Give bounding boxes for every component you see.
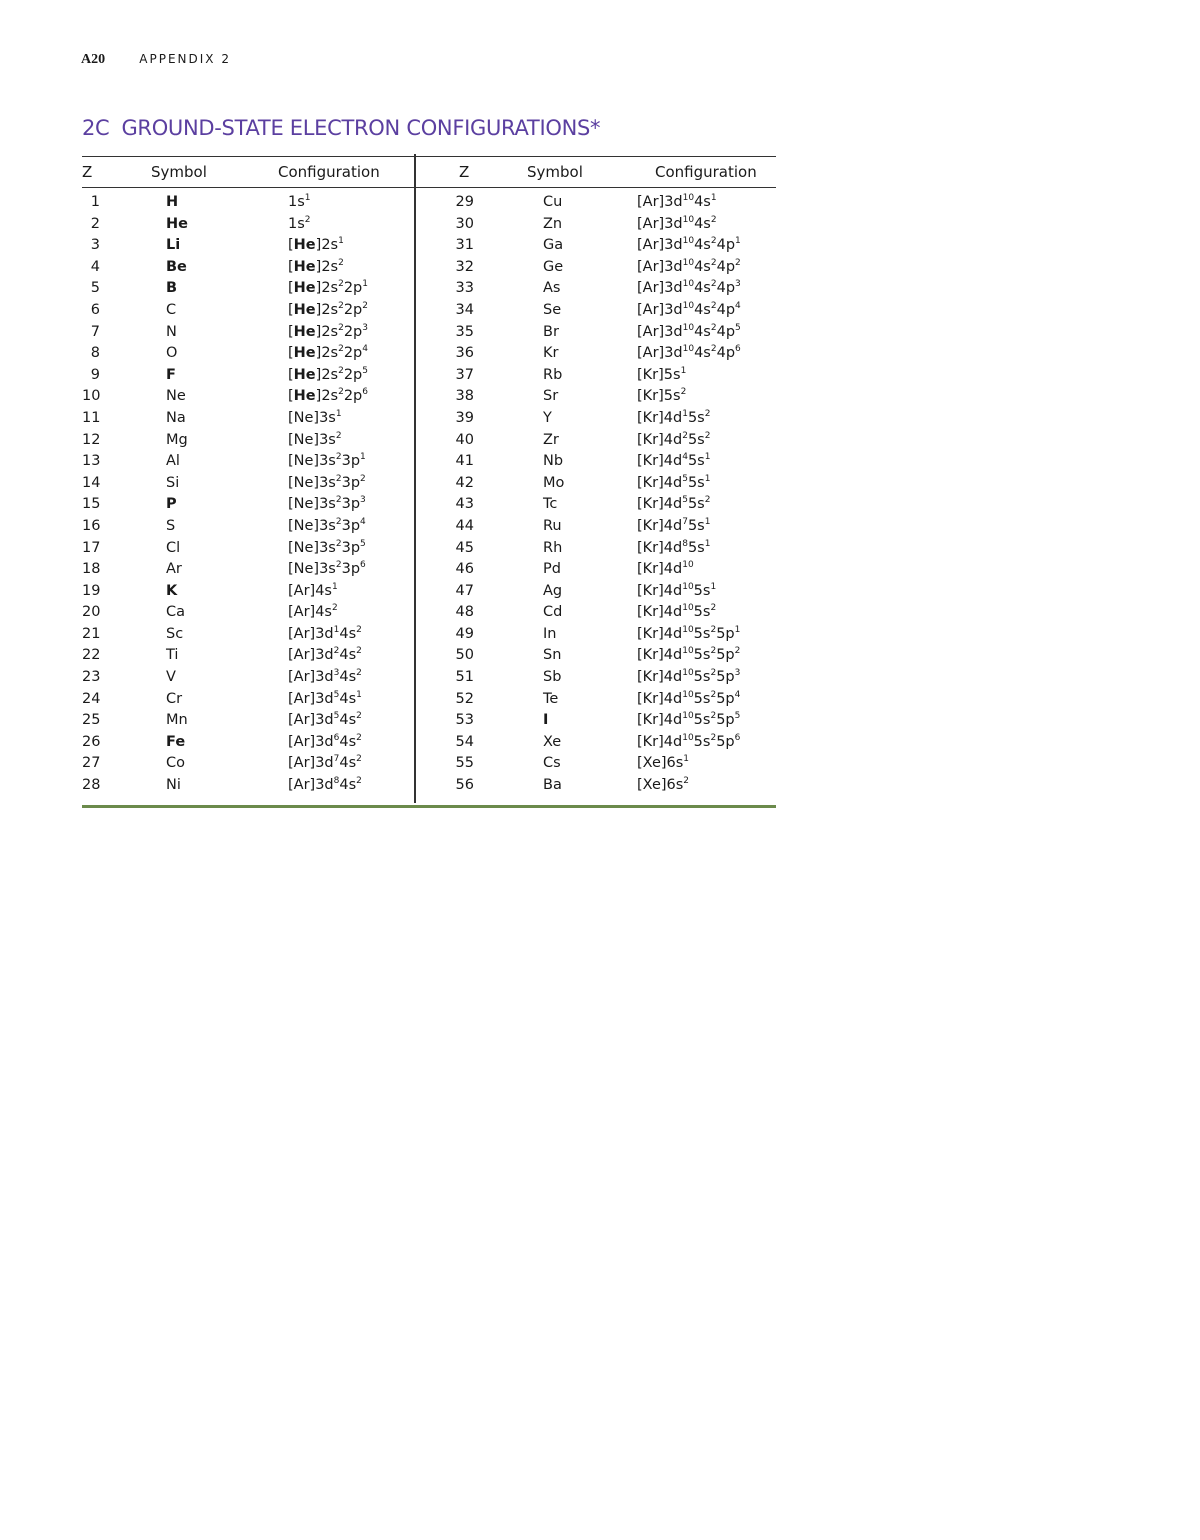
element-symbol: As [543,280,561,297]
table-row [82,300,776,322]
electron-configuration: $[Ar]3d^{10}4s^24p^5$ [637,322,741,340]
element-symbol: Be [166,258,187,275]
element-symbol: Ti [166,647,179,664]
electron-configuration: $[Kr]4d^{10}5s^25p^3$ [637,668,741,686]
electron-configuration: $[Ar]4s^1$ [288,581,338,599]
element-symbol: Nb [543,453,564,470]
electron-configuration: $[Ar]3d^64s^2$ [288,733,362,750]
element-symbol: Cd [543,604,563,621]
table-row [82,343,776,365]
atomic-number: 51 [455,669,474,686]
atomic-number: 29 [455,194,474,210]
atomic-number: 6 [90,301,100,318]
element-symbol: Mn [166,712,188,729]
element-symbol: Sb [543,669,562,686]
table-row [82,667,776,689]
electron-configuration: $[Ar]3d^{10}4s^24p^3$ [637,279,741,297]
atomic-number: 36 [455,345,474,362]
element-symbol: Y [543,409,552,426]
electron-configuration: $[Kr]4d^45s^1$ [637,452,711,470]
page-number: A20 [81,52,106,67]
atomic-number: 30 [455,215,474,232]
electron-configuration: $[Xe]6s^1$ [637,754,690,772]
atomic-number: 37 [455,366,474,383]
electron-configuration: $[He]2s^22p^5$ [288,365,368,383]
atomic-number: 40 [455,431,474,448]
atomic-number: 33 [455,280,474,297]
electron-configuration: $[Ar]3d^24s^2$ [288,646,362,664]
table-row [82,624,776,646]
electron-configuration: $[Kr]4d^{10}$ [637,560,694,578]
column-header-z: Z [82,163,93,181]
element-symbol: K [166,582,178,599]
element-symbol: I [543,712,549,729]
electron-configuration: $[Kr]4d^85s^1$ [637,538,711,556]
electron-configuration: $[Ar]3d^{10}4s^1$ [637,193,717,210]
electron-configuration: $[Ne]3s^23p^1$ [288,452,366,470]
table-row [82,775,776,797]
atomic-number: 12 [82,431,101,448]
electron-configuration: $[Kr]4d^{10}5s^25p^2$ [637,646,741,664]
table-bottom-rule [82,805,776,808]
table-row [82,753,776,775]
atomic-number: 19 [82,582,101,599]
element-symbol: He [166,215,188,232]
atomic-number: 48 [455,604,474,621]
atomic-number: 25 [82,712,101,729]
table-row [82,516,776,538]
atomic-number: 15 [82,496,101,513]
element-symbol: Sr [543,388,559,405]
element-symbol: Cr [166,690,183,707]
element-symbol: Cu [543,194,563,210]
table-row [82,559,776,581]
electron-configuration: $[Ne]3s^1$ [288,409,342,426]
electron-configuration: $[He]2s^22p^3$ [288,322,368,340]
atomic-number: 34 [455,301,474,318]
element-symbol: Zn [543,215,563,232]
electron-configuration: $[Ar]3d^74s^2$ [288,754,362,772]
table-row [82,408,776,430]
table-row [82,473,776,495]
electron-configuration: $[Ne]3s^2$ [288,430,342,448]
element-symbol: Ru [543,517,562,534]
electron-configuration: $[Kr]5s^1$ [637,365,687,383]
element-symbol: N [166,323,177,340]
column-header-symbol-right: Symbol [527,163,583,181]
electron-configuration: $[Kr]4d^{10}5s^2$ [637,603,717,621]
atomic-number: 1 [90,194,100,210]
element-symbol: H [166,194,179,210]
element-symbol: Ar [166,561,182,578]
table-row [82,732,776,754]
element-symbol: C [166,301,177,318]
electron-configuration: $[He]2s^2$ [288,257,344,275]
atomic-number: 5 [90,280,100,297]
atomic-number: 27 [82,755,101,772]
atomic-number: 46 [455,561,474,578]
table-row [82,214,776,236]
column-header-z-right: Z [459,163,470,181]
atomic-number: 18 [82,561,101,578]
electron-configuration: $[He]2s^22p^6$ [288,387,368,405]
electron-configuration: $[Kr]4d^{10}5s^25p^4$ [637,689,741,707]
electron-configuration: $[Kr]4d^{10}5s^25p^1$ [637,625,741,642]
table-body [82,188,776,797]
atomic-number: 13 [82,453,101,470]
atomic-number: 14 [82,474,101,491]
atomic-number: 49 [455,625,474,642]
element-symbol: Si [166,474,180,491]
electron-configuration: $[Ar]3d^54s^2$ [288,711,362,729]
electron-configuration: $[Kr]5s^2$ [637,387,687,405]
electron-configuration: $[Ar]3d^34s^2$ [288,668,362,686]
atomic-number: 26 [82,733,101,750]
element-symbol: V [166,669,176,686]
table-row [82,602,776,624]
atomic-number: 2 [90,215,100,232]
element-symbol: Ne [166,388,186,405]
element-symbol: In [543,625,557,642]
electron-configuration: $[Kr]4d^75s^1$ [637,517,711,534]
electron-configuration: $[Ar]3d^{10}4s^24p^6$ [637,344,741,362]
atomic-number: 22 [82,647,101,664]
atomic-number: 54 [455,733,474,750]
table-row [82,451,776,473]
element-symbol: Ga [543,237,564,254]
atomic-number: 55 [455,755,474,772]
atomic-number: 23 [82,669,101,686]
element-symbol: Ge [543,258,564,275]
atomic-number: 21 [82,625,101,642]
atomic-number: 20 [82,604,101,621]
column-header-symbol: Symbol [151,163,207,181]
table-row [82,322,776,344]
element-symbol: Ni [166,777,181,794]
element-symbol: Fe [166,733,186,750]
element-symbol: Sc [166,625,184,642]
atomic-number: 7 [90,323,100,340]
element-symbol: Cl [166,539,181,556]
table-row [82,538,776,560]
electron-configuration: $[Ne]3s^23p^5$ [288,538,366,556]
atomic-number: 42 [455,474,474,491]
atomic-number: 56 [455,777,474,794]
element-symbol: Na [166,409,186,426]
running-header [81,52,231,68]
atomic-number: 41 [455,453,474,470]
element-symbol: Rb [543,366,563,383]
table-header-row [82,157,776,188]
atomic-number: 3 [90,237,100,254]
element-symbol: Li [166,237,181,254]
atomic-number: 32 [455,258,474,275]
table-row [82,365,776,387]
atomic-number: 39 [455,409,474,426]
electron-configuration: $[Xe]6s^2$ [637,776,690,794]
atomic-number: 52 [455,690,474,707]
element-symbol: Cs [543,755,561,772]
section-title [82,116,600,140]
atomic-number: 47 [455,582,474,599]
atomic-number: 50 [455,647,474,664]
electron-configuration: $[Ar]3d^{10}4s^24p^4$ [637,301,741,318]
electron-configuration: $[Kr]4d^55s^1$ [637,473,711,491]
column-header-configuration: Configuration [278,163,380,181]
electron-configuration: $[Ar]3d^14s^2$ [288,625,362,642]
table-row [82,710,776,732]
electron-configuration: $[He]2s^22p^2$ [288,301,368,318]
element-symbol: Al [166,453,180,470]
element-symbol: B [166,280,178,297]
element-symbol: Ag [543,582,563,599]
electron-configuration: $[Ne]3s^23p^3$ [288,495,366,513]
element-symbol: Se [543,301,562,318]
element-symbol: Kr [543,345,559,362]
element-symbol: Mg [166,431,188,448]
atomic-number: 11 [82,409,101,426]
electron-configuration: $[He]2s^22p^1$ [288,279,368,297]
atomic-number: 31 [455,237,474,254]
atomic-number: 38 [455,388,474,405]
element-symbol: Tc [543,496,558,513]
atomic-number: 10 [82,388,101,405]
element-symbol: Ca [166,604,186,621]
table-row [82,430,776,452]
electron-configuration: $1s^2$ [288,214,311,232]
atomic-number: 9 [90,366,100,383]
table-row [82,235,776,257]
electron-configuration: $[Ar]3d^84s^2$ [288,776,362,794]
electron-configuration: $[Kr]4d^25s^2$ [637,430,711,448]
element-symbol: Zr [543,431,559,448]
electron-configuration-table [82,156,776,808]
electron-configuration: $[He]2s^22p^4$ [288,344,368,362]
table-row [82,494,776,516]
table-row [82,192,776,214]
atomic-number: 8 [90,345,100,362]
table-row [82,645,776,667]
electron-configuration: $[Ne]3s^23p^2$ [288,473,366,491]
element-symbol: Sn [543,647,562,664]
section-title-text: GROUND-STATE ELECTRON CONFIGURATIONS* [121,116,601,140]
table-row [82,581,776,603]
atomic-number: 53 [455,712,474,729]
element-symbol: Te [543,690,559,707]
atomic-number: 17 [82,539,101,556]
element-symbol: Xe [543,733,562,750]
atomic-number: 43 [455,496,474,513]
atomic-number: 45 [455,539,474,556]
element-symbol: Pd [543,561,561,578]
electron-configuration: $[Kr]4d^{10}5s^25p^5$ [637,711,741,729]
element-symbol: Rh [543,539,563,556]
atomic-number: 16 [82,517,101,534]
element-symbol: Mo [543,474,565,491]
appendix-label: APPENDIX 2 [139,52,231,66]
electron-configuration: $[Ar]3d^54s^1$ [288,689,362,707]
element-symbol: P [166,496,177,513]
element-symbol: O [166,345,178,362]
element-symbol: Br [543,323,559,340]
electron-configuration: $[Ne]3s^23p^4$ [288,517,366,534]
section-number: 2C [82,116,110,140]
table-row [82,386,776,408]
atomic-number: 35 [455,323,474,340]
atomic-number: 28 [82,777,101,794]
element-symbol: F [166,366,176,383]
electron-configuration: $[Kr]4d^{10}5s^1$ [637,581,717,599]
element-symbol: Ba [543,777,562,794]
electron-configuration: $[Kr]4d^55s^2$ [637,495,711,513]
electron-configuration: $[Kr]4d^{10}5s^25p^6$ [637,733,741,750]
table-row [82,278,776,300]
electron-configuration: $[Kr]4d^15s^2$ [637,409,711,426]
atomic-number: 44 [455,517,474,534]
electron-configuration: $[Ar]3d^{10}4s^24p^1$ [637,236,741,254]
atomic-number: 24 [82,690,101,707]
table-row [82,689,776,711]
element-symbol: S [166,517,176,534]
electron-configuration: $[Ne]3s^23p^6$ [288,560,366,578]
electron-configuration: $[Ar]4s^2$ [288,603,338,621]
electron-configuration: $[Ar]3d^{10}4s^2$ [637,214,717,232]
table-row [82,257,776,279]
atomic-number: 4 [90,258,100,275]
electron-configuration: $[Ar]3d^{10}4s^24p^2$ [637,257,741,275]
column-header-configuration-right: Configuration [655,163,757,181]
electron-configuration: $1s^1$ [288,193,311,210]
element-symbol: Co [166,755,185,772]
electron-configuration: $[He]2s^1$ [288,236,344,254]
